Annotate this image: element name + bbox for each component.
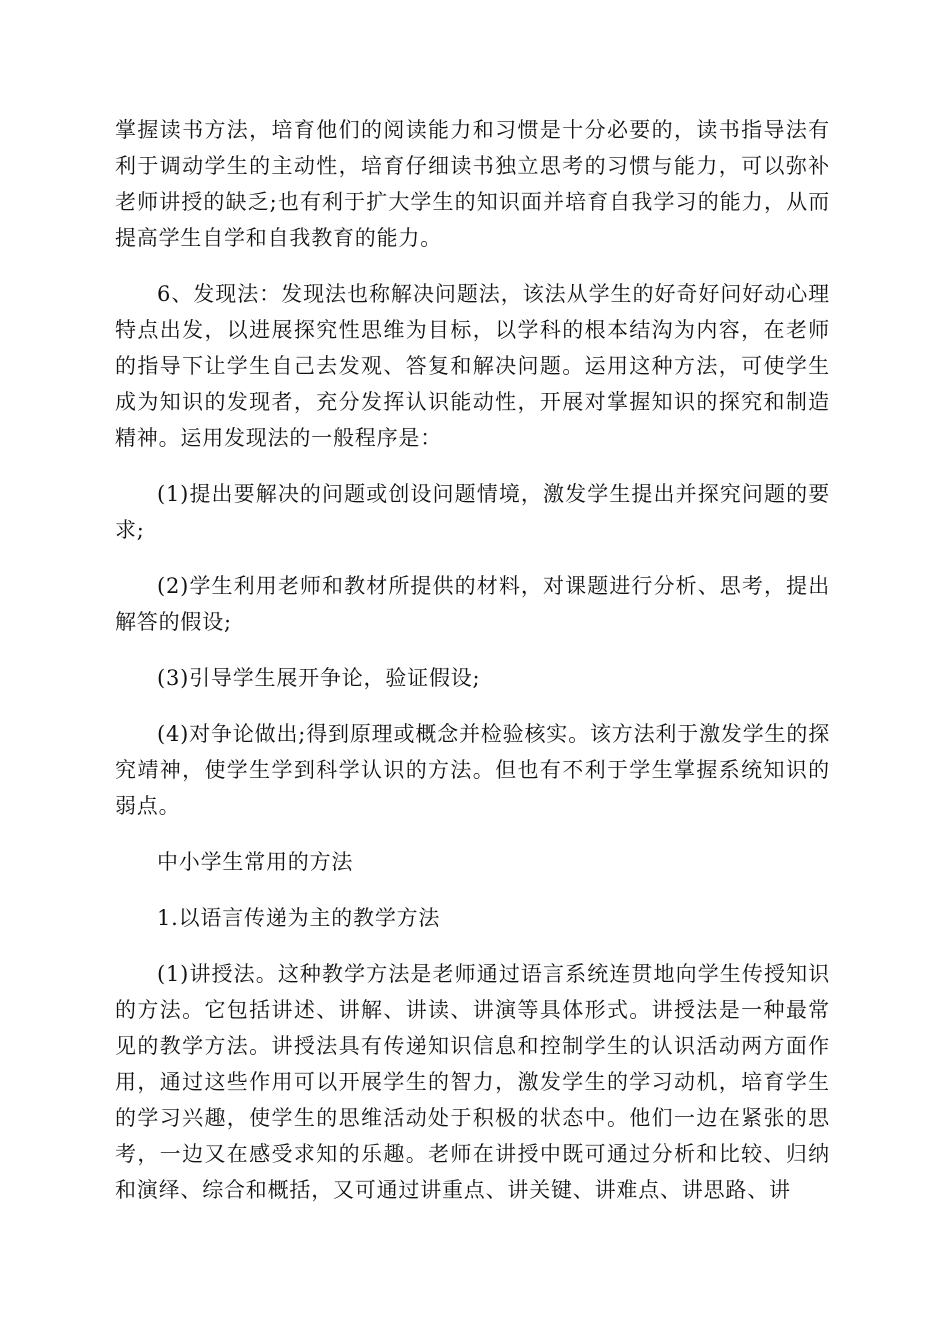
- paragraph-reading-guidance: 掌握读书方法，培育他们的阅读能力和习惯是十分必要的，读书指导法有利于调动学生的主动性，培育仔细读书独立思考的习惯与能力，可以弥补老师讲授的缺乏;也有利于扩大学生的知识面并培育自我学习的能力，从而提高学生自学和自我教育的能力。: [115, 118, 830, 250]
- subsection-heading-language-methods: 1.以语言传递为主的教学方法: [157, 906, 441, 930]
- paragraph-step-1: (1)提出要解决的问题或创设问题情境，激发学生提出并探究问题的要求;: [115, 482, 830, 542]
- paragraph-lecture-method: (1)讲授法。这种教学方法是老师通过语言系统连贯地向学生传授知识的方法。它包括讲述、讲解、讲读、讲演等具体形式。讲授法是一种最常见的教学方法。讲授法具有传递知识信息和控制学生的认识活动两方面作用，通过这些作用可以开展学生的智力，激发学生的学习动机，培育学生的学习兴趣，使学生的思维活动处于积极的状态中。他们一边在紧张的思考，一边又在感受求知的乐趣。老师在讲授中既可通过分析和比较、归纳和演绎、综合和概括，又可通过讲重点、讲关键、讲难点、讲思路、讲: [115, 962, 830, 1202]
- paragraph-step-3: (3)引导学生展开争论，验证假设;: [157, 666, 481, 690]
- document-page: [115, 112, 830, 1228]
- section-heading-common-methods: 中小学生常用的方法: [157, 850, 354, 874]
- paragraph-step-2: (2)学生利用老师和教材所提供的材料，对课题进行分析、思考，提出解答的假设;: [115, 574, 830, 634]
- paragraph-step-4: (4)对争论做出;得到原理或概念并检验核实。该方法利于激发学生的探究靖神，使学生学到科学认识的方法。但也有不利于学生掌握系统知识的弱点。: [115, 722, 830, 818]
- paragraph-discovery-method: 6、发现法：发现法也称解决问题法，该法从学生的好奇好问好动心理特点出发，以进展探究性思维为目标，以学科的根本结沟为内容，在老师的指导下让学生自己去发观、答复和解决问题。运用这种方法，可使学生成为知识的发现者，充分发挥认识能动性，开展对掌握知识的探究和制造精神。运用发现法的一般程序是：: [115, 282, 830, 450]
